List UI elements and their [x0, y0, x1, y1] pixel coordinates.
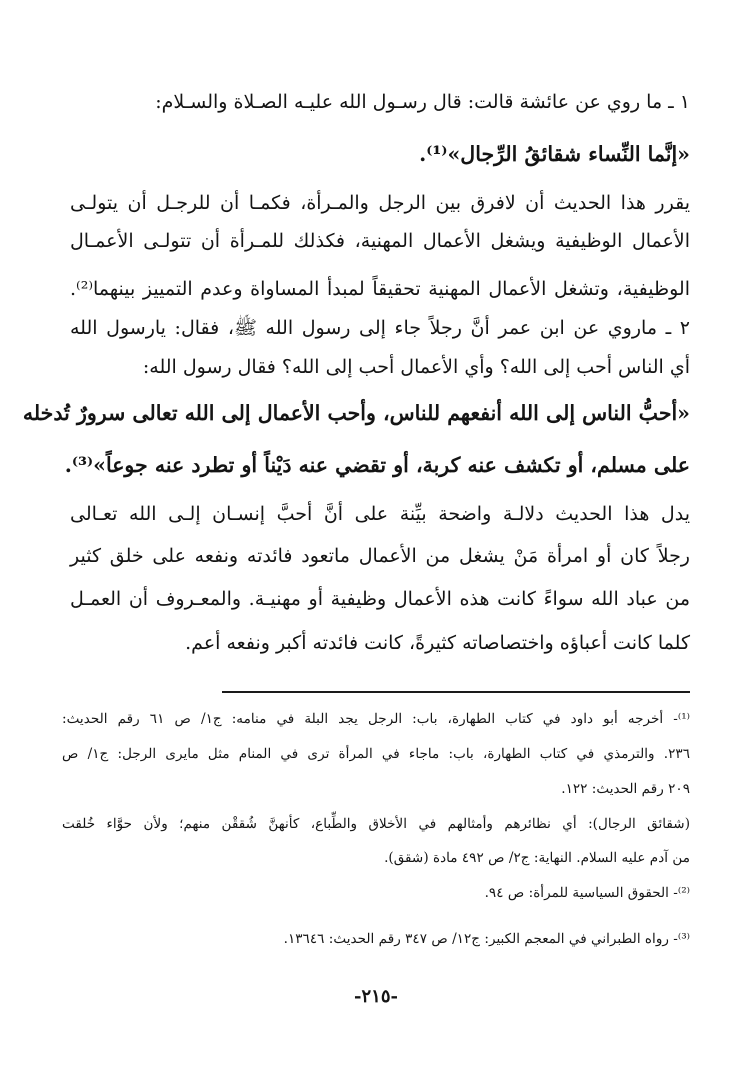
footnote-1-line-1: ⁽¹⁾- أخرجه أبو داود في كتاب الطهارة، باب: الرجل يجد البلة في منامه: ج١/ ص ٦١ رقم الحديث:: [62, 711, 690, 727]
footnote-divider: [222, 691, 690, 693]
body-line-7: أي الناس أحب إلى الله؟ وأي الأعمال أحب إلى الله؟ فقال رسول الله:: [142, 356, 690, 378]
body-line-6: ٢ ـ ماروي عن ابن عمر أنَّ رجلاً جاء إلى رسول الله ﷺ، فقال: يارسول الله: [70, 317, 690, 339]
body-line-12: من عباد الله سواءً كانت هذه الأعمال وظيفية أو مهنيـة. والمعـروف أن العمـل: [70, 588, 690, 610]
body-line-10: يدل هذا الحديث دلالـة واضحة بيِّنة على أنَّ أحبَّ إنسـان إلـى الله تعـالى: [70, 503, 690, 525]
footnote-2: ⁽²⁾- الحقوق السياسية للمرأة: ص ٩٤.: [484, 885, 690, 901]
footnote-1-line-2: ٢٣٦. والترمذي في كتاب الطهارة، باب: ماجاء في المرأة ترى في المنام مثل مايرى الرجل: ج١/ ص: [62, 746, 691, 762]
hadith-quote-1: «إنَّما النِّساء شقائقُ الرِّجال»⁽¹⁾.: [419, 142, 690, 166]
body-line-3: يقرر هذا الحديث أن لافرق بين الرجل والمـرأة، فكمـا أن للرجـل أن يتولـى: [70, 192, 690, 214]
body-line-11: رجلاً كان أو امرأة مَنْ يشغل من الأعمال ماتعود فائدته ونفعه على خلق كثير: [70, 545, 690, 567]
body-line-13: كلما كانت أعباؤه واختصاصاته كثيرةً، كانت فائدته أكبر ونفعه أعم.: [185, 632, 690, 654]
footnote-3: ⁽³⁾- رواه الطبراني في المعجم الكبير: ج١٢/ ص ٣٤٧ رقم الحديث: ١٣٦٤٦.: [283, 931, 690, 947]
footnote-1-line-4: (شقائق الرجال): أي نظائرهم وأمثالهم في الأخلاق والطِّباع، كأنهنَّ شُققْن منهم؛ ولأن حوَّاء خُلقت: [62, 816, 690, 832]
body-line-4: الأعمال الوظيفية ويشغل الأعمال المهنية، فكذلك للمـرأة أن تتولـى الأعمـال: [70, 230, 690, 252]
body-line-1: ١ ـ ما روي عن عائشة قالت: قال رسـول الله عليـه الصـلاة والسـلام:: [155, 91, 690, 113]
body-line-5: الوظيفية، وتشغل الأعمال المهنية تحقيقاً لمبدأ المساواة وعدم التمييز بينهما⁽²⁾.: [70, 278, 690, 300]
footnote-1-line-3: ٢٠٩ رقم الحديث: ١٢٢.: [561, 781, 690, 797]
hadith-quote-2-line-2: على مسلم، أو تكشف عنه كربة، أو تقضي عنه دَيْناً أو تطرد عنه جوعاً»⁽³⁾.: [64, 453, 690, 477]
hadith-quote-2-line-1: «أحبُّ الناس إلى الله أنفعهم للناس، وأحب الأعمال إلى الله تعالى سرورٌ تُدخله: [22, 401, 690, 425]
page-number: -٢١٥-: [354, 986, 398, 1007]
footnote-1-line-5: من آدم عليه السلام. النهاية: ج٢/ ص ٤٩٢ مادة (شقق).: [384, 850, 690, 866]
